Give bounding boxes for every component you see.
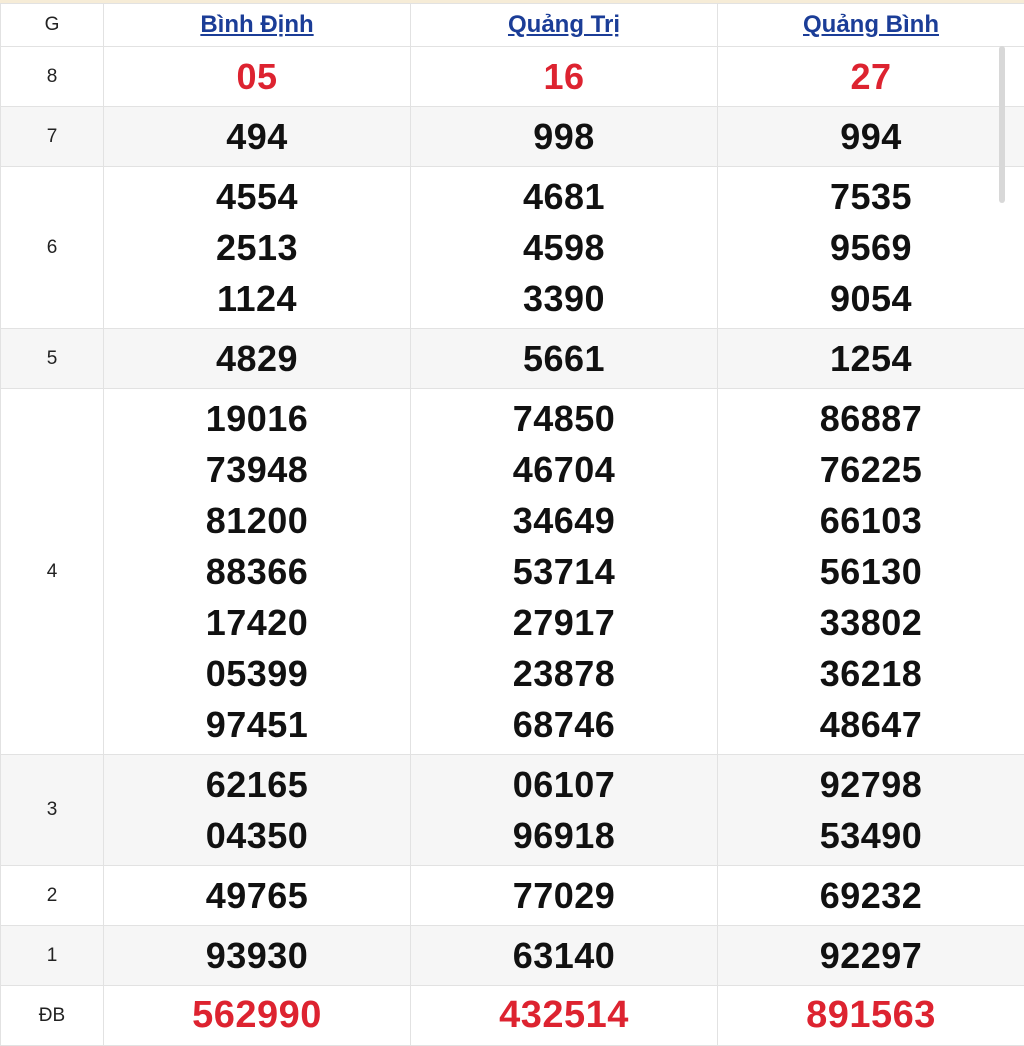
prize-label-cell (1, 389, 104, 755)
result-number: 73948 (104, 444, 410, 495)
result-number: 05 (104, 51, 410, 102)
result-cell-quang-binh (718, 755, 1024, 866)
prize-label-cell (1, 329, 104, 389)
prize-label-cell (1, 107, 104, 167)
province-link-quang-tri[interactable]: Quảng Trị (508, 11, 620, 38)
prize-row-3 (1, 755, 1024, 866)
result-number: 16 (411, 51, 717, 102)
result-number: 92798 (718, 759, 1024, 810)
result-number: 53714 (411, 546, 717, 597)
prize-label: 1 (47, 945, 58, 966)
result-number: 9569 (718, 222, 1024, 273)
result-number: 27917 (411, 597, 717, 648)
result-number: 88366 (104, 546, 410, 597)
result-cell-binh-dinh (104, 926, 411, 986)
result-cell-binh-dinh (104, 329, 411, 389)
result-number: 77029 (411, 870, 717, 921)
prize-row-1 (1, 926, 1024, 986)
prize-row-5 (1, 329, 1024, 389)
result-cell-quang-tri (411, 866, 718, 926)
prize-column-header: G (1, 4, 104, 47)
result-number: 1254 (718, 333, 1024, 384)
result-number: 56130 (718, 546, 1024, 597)
result-cell-binh-dinh (104, 389, 411, 755)
result-number: 49765 (104, 870, 410, 921)
result-cell-quang-binh (718, 167, 1024, 329)
result-number: 998 (411, 111, 717, 162)
result-number: 23878 (411, 648, 717, 699)
special-prize-number: 432514 (411, 990, 717, 1041)
prize-label-cell (1, 986, 104, 1046)
result-number: 2513 (104, 222, 410, 273)
result-number: 53490 (718, 810, 1024, 861)
result-number: 4554 (104, 171, 410, 222)
result-number: 86887 (718, 393, 1024, 444)
result-number: 19016 (104, 393, 410, 444)
prize-label: ĐB (39, 1005, 65, 1026)
province-link-quang-binh[interactable]: Quảng Bình (803, 11, 939, 38)
result-number: 81200 (104, 495, 410, 546)
result-number: 5661 (411, 333, 717, 384)
result-cell-quang-binh (718, 329, 1024, 389)
result-cell-quang-binh (718, 47, 1024, 107)
result-cell-quang-binh (718, 107, 1024, 167)
result-number: 63140 (411, 930, 717, 981)
result-cell-quang-tri (411, 167, 718, 329)
prize-label: 2 (47, 885, 58, 906)
prize-row-2 (1, 866, 1024, 926)
special-prize-number: 562990 (104, 990, 410, 1041)
province-link-binh-dinh[interactable]: Bình Định (200, 11, 313, 38)
lottery-results-table (0, 3, 1024, 1046)
prize-label-cell (1, 167, 104, 329)
prize-row-6 (1, 167, 1024, 329)
result-cell-quang-tri (411, 926, 718, 986)
result-number: 494 (104, 111, 410, 162)
result-cell-binh-dinh (104, 47, 411, 107)
province-header-binh-dinh (104, 4, 411, 47)
prize-label: 8 (47, 66, 58, 87)
result-cell-binh-dinh (104, 986, 411, 1046)
prize-label-cell (1, 866, 104, 926)
result-cell-binh-dinh (104, 107, 411, 167)
prize-row-special (1, 986, 1024, 1046)
result-number: 05399 (104, 648, 410, 699)
result-number: 69232 (718, 870, 1024, 921)
prize-label: 6 (47, 237, 58, 258)
result-number: 62165 (104, 759, 410, 810)
result-number: 74850 (411, 393, 717, 444)
result-number: 33802 (718, 597, 1024, 648)
prize-row-8 (1, 47, 1024, 107)
result-cell-quang-binh (718, 926, 1024, 986)
result-number: 46704 (411, 444, 717, 495)
result-cell-binh-dinh (104, 167, 411, 329)
result-cell-binh-dinh (104, 755, 411, 866)
table-header-row (1, 4, 1024, 47)
result-number: 76225 (718, 444, 1024, 495)
result-number: 3390 (411, 273, 717, 324)
result-number: 66103 (718, 495, 1024, 546)
result-number: 97451 (104, 699, 410, 750)
result-cell-quang-tri (411, 389, 718, 755)
result-number: 17420 (104, 597, 410, 648)
result-cell-binh-dinh (104, 866, 411, 926)
result-number: 4598 (411, 222, 717, 273)
result-cell-quang-tri (411, 986, 718, 1046)
result-number: 4681 (411, 171, 717, 222)
result-cell-quang-binh (718, 866, 1024, 926)
scrollbar-thumb[interactable] (999, 46, 1005, 203)
prize-label-cell (1, 755, 104, 866)
result-number: 68746 (411, 699, 717, 750)
result-number: 92297 (718, 930, 1024, 981)
province-header-quang-tri (411, 4, 718, 47)
result-cell-quang-tri (411, 755, 718, 866)
result-cell-quang-tri (411, 107, 718, 167)
prize-label-cell (1, 926, 104, 986)
result-cell-quang-binh (718, 986, 1024, 1046)
result-number: 9054 (718, 273, 1024, 324)
result-number: 34649 (411, 495, 717, 546)
result-number: 7535 (718, 171, 1024, 222)
result-number: 04350 (104, 810, 410, 861)
prize-label-cell (1, 47, 104, 107)
special-prize-number: 891563 (718, 990, 1024, 1041)
result-number: 994 (718, 111, 1024, 162)
result-number: 93930 (104, 930, 410, 981)
prize-row-4 (1, 389, 1024, 755)
result-number: 4829 (104, 333, 410, 384)
result-cell-quang-binh (718, 389, 1024, 755)
result-number: 48647 (718, 699, 1024, 750)
province-header-quang-binh (718, 4, 1024, 47)
result-number: 96918 (411, 810, 717, 861)
results-body (1, 47, 1024, 1046)
prize-label: 3 (47, 799, 58, 820)
result-number: 36218 (718, 648, 1024, 699)
result-number: 06107 (411, 759, 717, 810)
result-number: 27 (718, 51, 1024, 102)
result-number: 1124 (104, 273, 410, 324)
result-cell-quang-tri (411, 329, 718, 389)
prize-label: 5 (47, 348, 58, 369)
prize-label: 4 (47, 561, 58, 582)
result-cell-quang-tri (411, 47, 718, 107)
prize-row-7 (1, 107, 1024, 167)
prize-label: 7 (47, 126, 58, 147)
